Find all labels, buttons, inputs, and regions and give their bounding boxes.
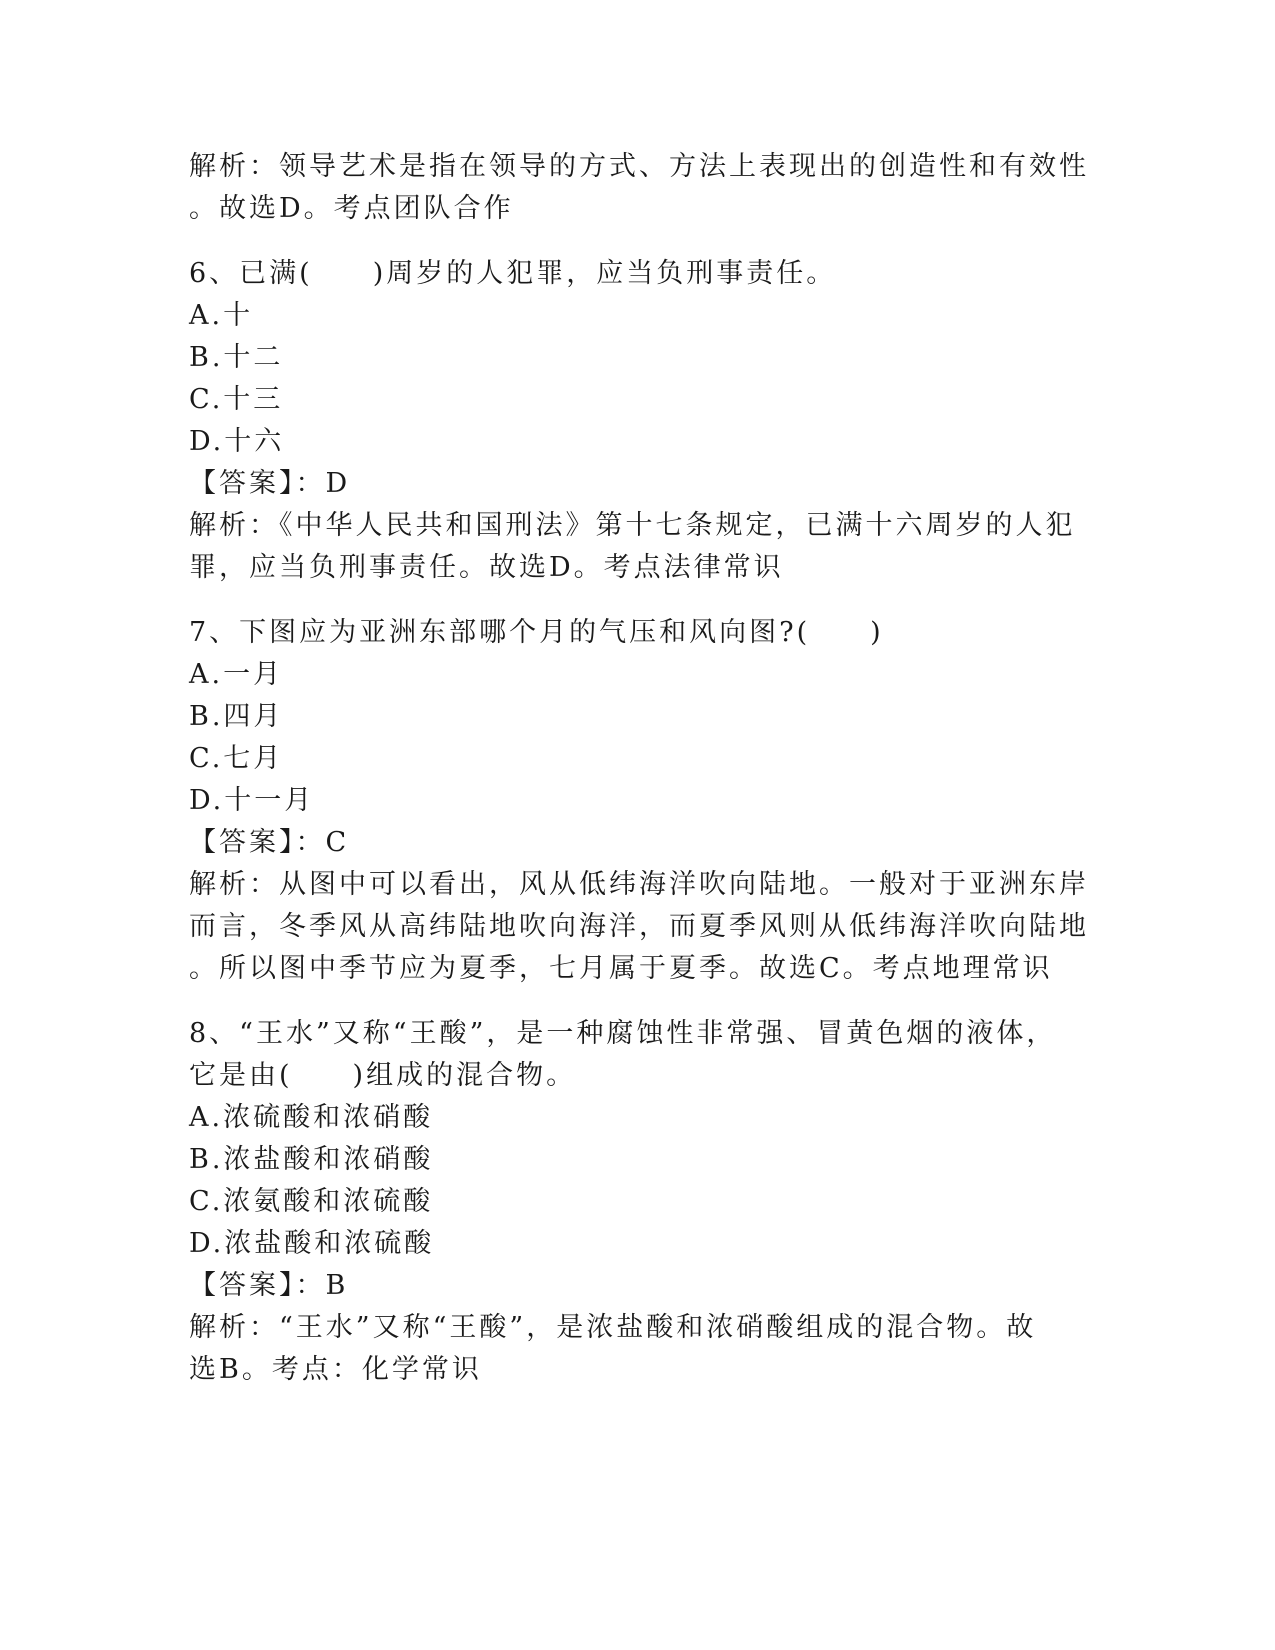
document-content [189,146,1089,1391]
option-b: B.浓盐酸和浓硝酸 [189,1144,434,1175]
answer: 【答案】：B [189,1270,349,1301]
option-a: A.一月 [189,659,284,690]
question-stem: 8、“王水”又称“王酸”，是一种腐蚀性非常强、冒黄色烟的液体， [189,1018,1057,1049]
analysis-line: 解析：从图中可以看出，风从低纬海洋吹向陆地。一般对于亚洲东岸 [189,869,1089,900]
option-c: C.七月 [189,743,284,774]
analysis-line: 解析：领导艺术是指在领导的方式、方法上表现出的创造性和有效性 [189,151,1089,182]
question-stem: 7、下图应为亚洲东部哪个月的气压和风向图?( ) [189,617,884,648]
option-c: C.十三 [189,384,284,415]
analysis-line: 解析：《中华人民共和国刑法》第十七条规定，已满十六周岁的人犯 [189,510,1076,541]
analysis-line: 。故选D。考点团队合作 [189,193,514,224]
analysis-line: 而言，冬季风从高纬陆地吹向海洋，而夏季风则从低纬海洋吹向陆地 [189,911,1089,942]
option-a: A.十 [189,300,254,331]
analysis-line: 罪，应当负刑事责任。故选D。考点法律常识 [189,552,784,583]
question-6 [189,253,1076,589]
option-c: C.浓氨酸和浓硫酸 [189,1186,434,1217]
question-stem: 6、已满( )周岁的人犯罪，应当负刑事责任。 [189,258,837,289]
answer: 【答案】：C [189,827,350,858]
answer: 【答案】：D [189,468,351,499]
question-stem: 它是由( )组成的混合物。 [189,1060,577,1091]
analysis-line: 解析：“王水”又称“王酸”，是浓盐酸和浓硝酸组成的混合物。故 [189,1312,1037,1343]
analysis-line: 。所以图中季节应为夏季，七月属于夏季。故选C。考点地理常识 [189,953,1053,984]
option-b: B.四月 [189,701,284,732]
question-8 [189,1013,1069,1391]
option-b: B.十二 [189,342,284,373]
analysis-line: 选B。考点：化学常识 [189,1354,482,1385]
question-7 [189,612,1089,990]
option-a: A.浓硫酸和浓硝酸 [189,1102,434,1133]
option-d: D.浓盐酸和浓硫酸 [189,1228,435,1259]
question-5-analysis [189,146,1089,230]
option-d: D.十一月 [189,785,315,816]
option-d: D.十六 [189,426,285,457]
